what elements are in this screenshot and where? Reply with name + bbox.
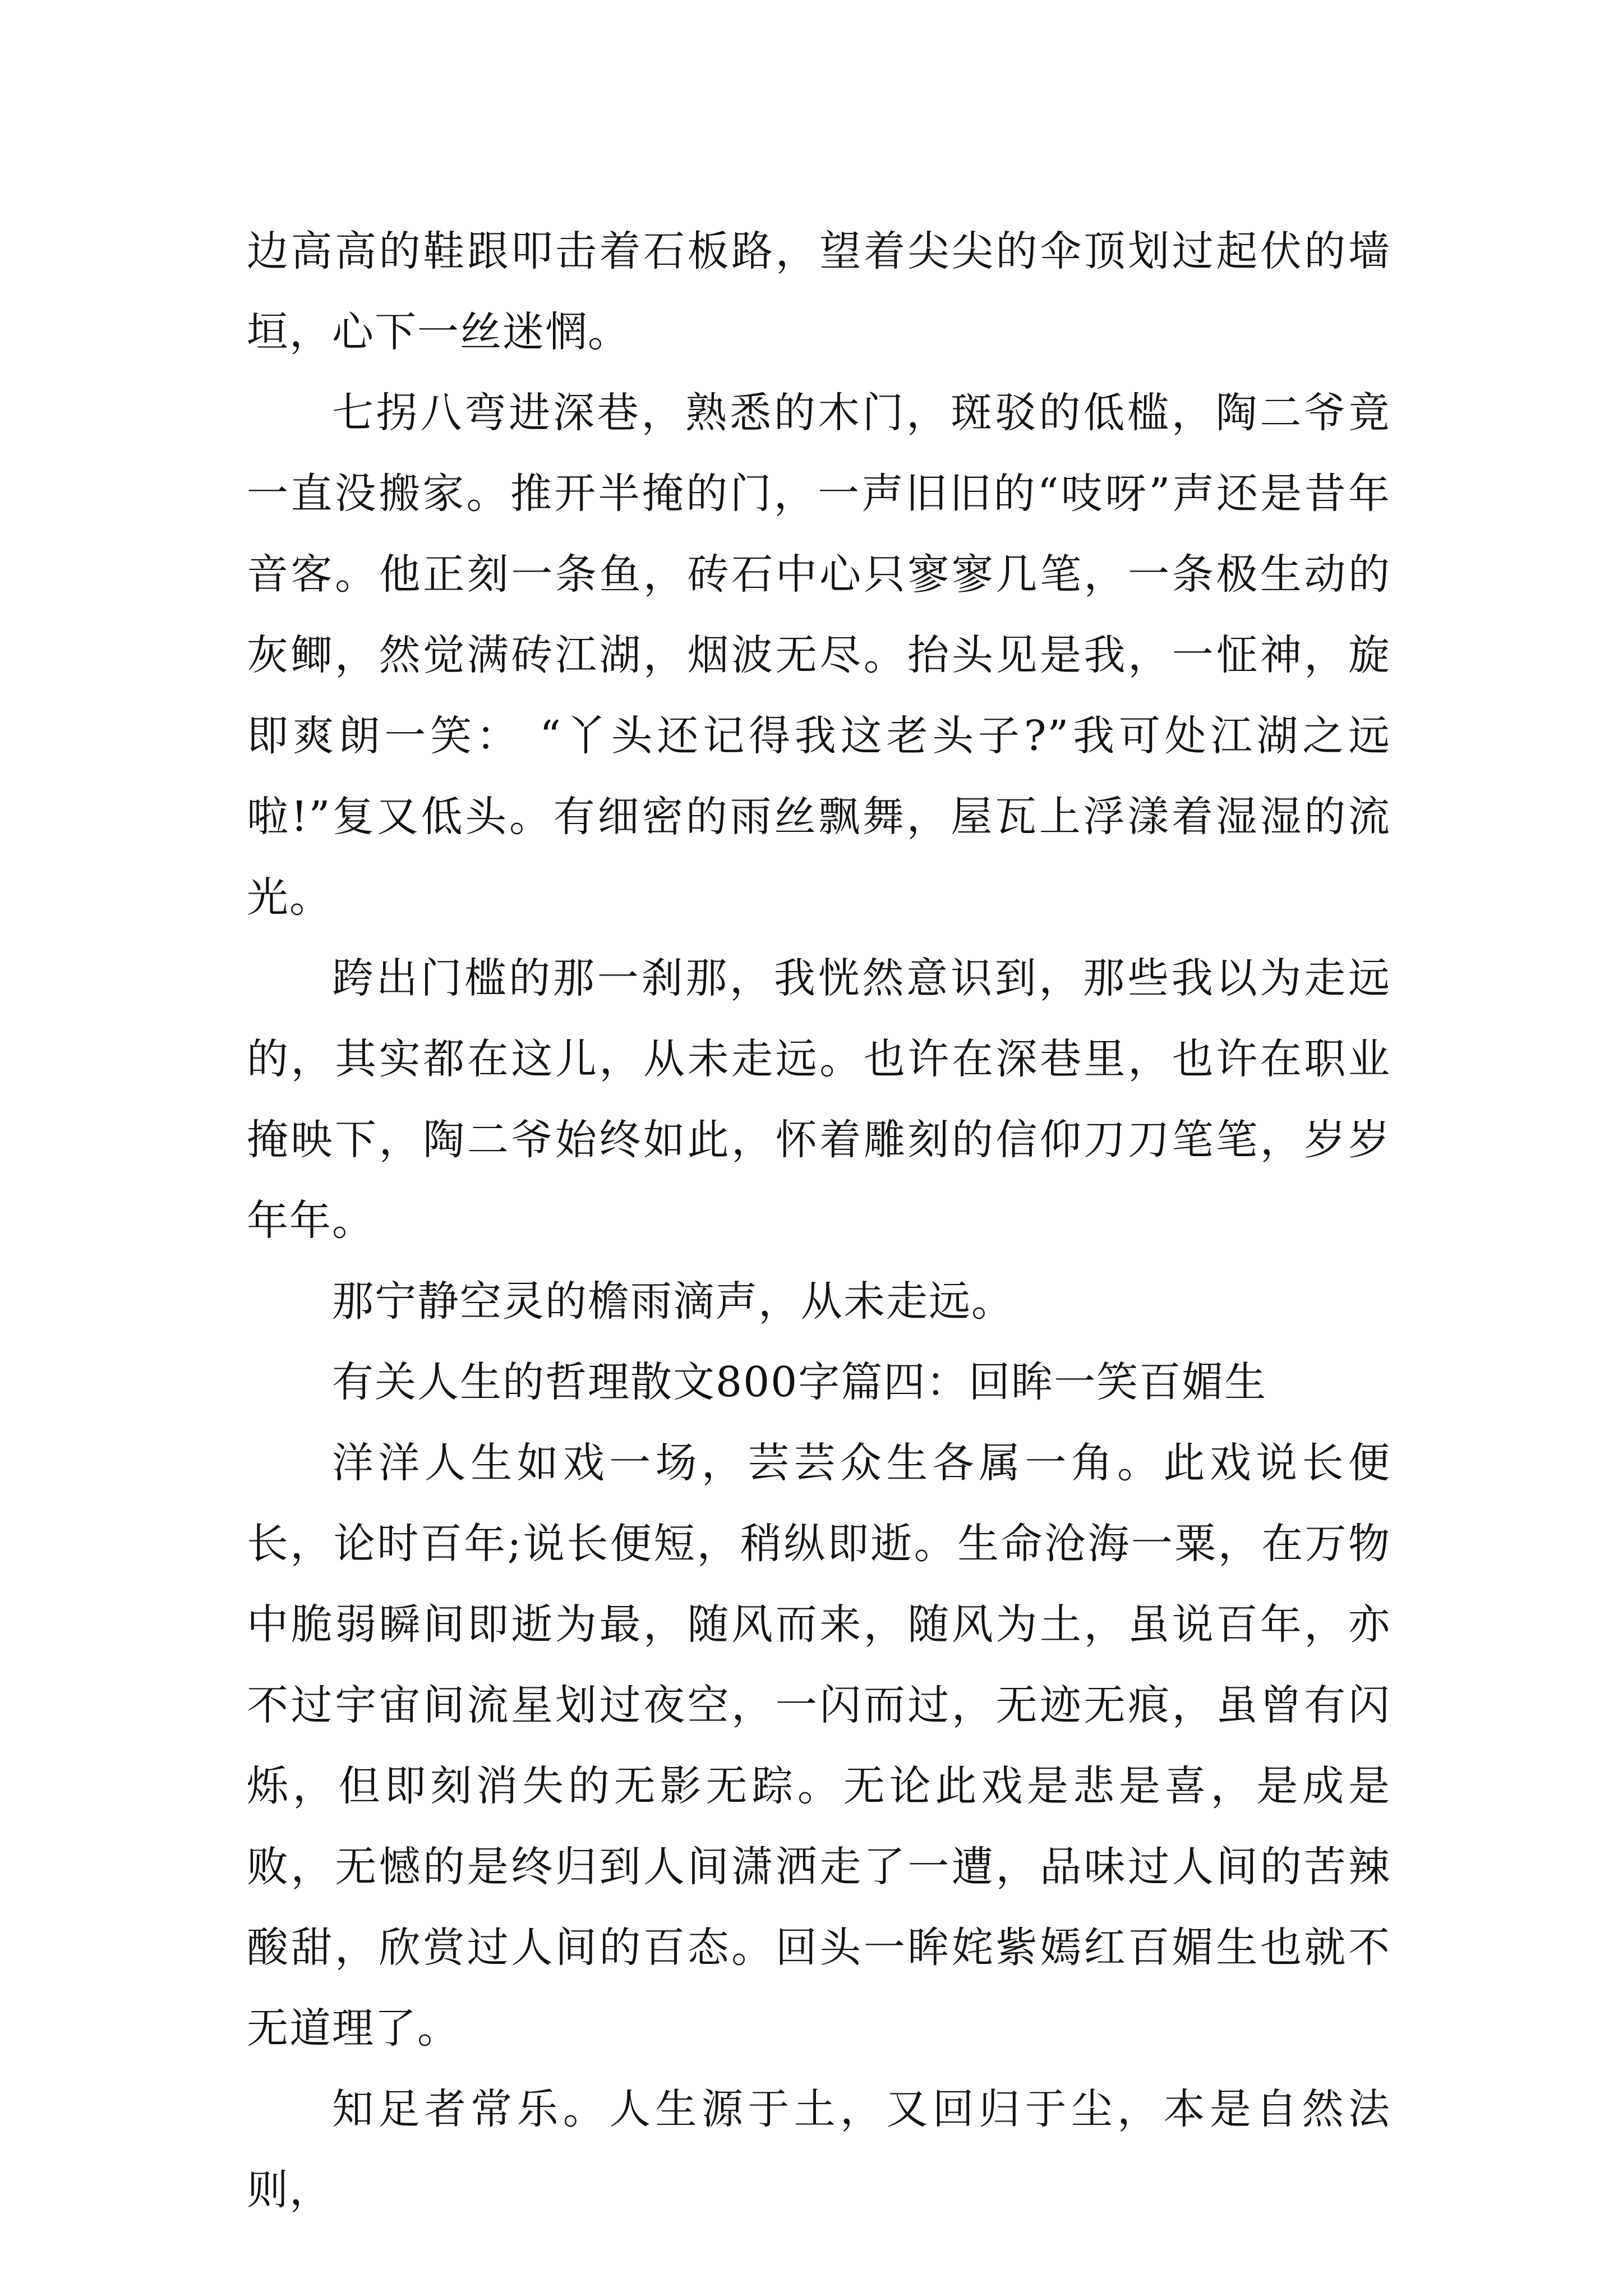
paragraph-eaves-rain: 那宁静空灵的檐雨滴声，从未走远。 <box>332 1277 1014 1326</box>
paragraph-life-drama: 洋洋人生如戏一场，芸芸众生各属一角。此戏说长便长，论时百年;说长便短，稍纵即逝。生命沧海一粟，在万物中脆弱瞬间即逝为最，随风而来，随风为土，虽说百年，亦不过宇宙间流星划过夜空，一闪而过，无迹无痕，虽曾有闪烁，但即刻消失的无影无踪。无论此戏是悲是喜，是成是败，无憾的是终归到人间潇洒走了一遭，品味过人间的苦辣酸甜，欣赏过人间的百态。回头一眸姹紫嫣红百媚生也就不无道理了。 <box>247 1439 1391 2053</box>
paragraph-contentment: 知足者常乐。人生源于土，又回归于尘，本是自然法则， <box>247 2085 1391 2214</box>
paragraph-threshold: 跨出门槛的那一刹那，我恍然意识到，那些我以为走远的，其实都在这儿，从未走远。也许在深巷里，也许在职业掩映下，陶二爷始终如此，怀着雕刻的信仰刀刀笔笔，岁岁年年。 <box>247 954 1391 1245</box>
paragraph-continuation: 边高高的鞋跟叩击着石板路，望着尖尖的伞顶划过起伏的墙垣，心下一丝迷惘。 <box>247 227 1391 356</box>
paragraph-tao-erye: 七拐八弯进深巷，熟悉的木门，斑驳的低槛，陶二爷竟一直没搬家。推开半掩的门，一声旧旧的“吱呀”声还是昔年音客。他正刻一条鱼，砖石中心只寥寥几笔，一条极生动的灰鲫，然觉满砖江湖，烟波无尽。抬头见是我，一怔神，旋即爽朗一笑： “丫头还记得我这老头子?”我可处江湖之远啦!”复又低头。有细密的雨丝飘舞，屋瓦上浮漾着湿湿的流光。 <box>247 389 1391 922</box>
section-heading: 有关人生的哲理散文800字篇四：回眸一笑百媚生 <box>332 1358 1267 1406</box>
document-body <box>247 211 1391 2230</box>
